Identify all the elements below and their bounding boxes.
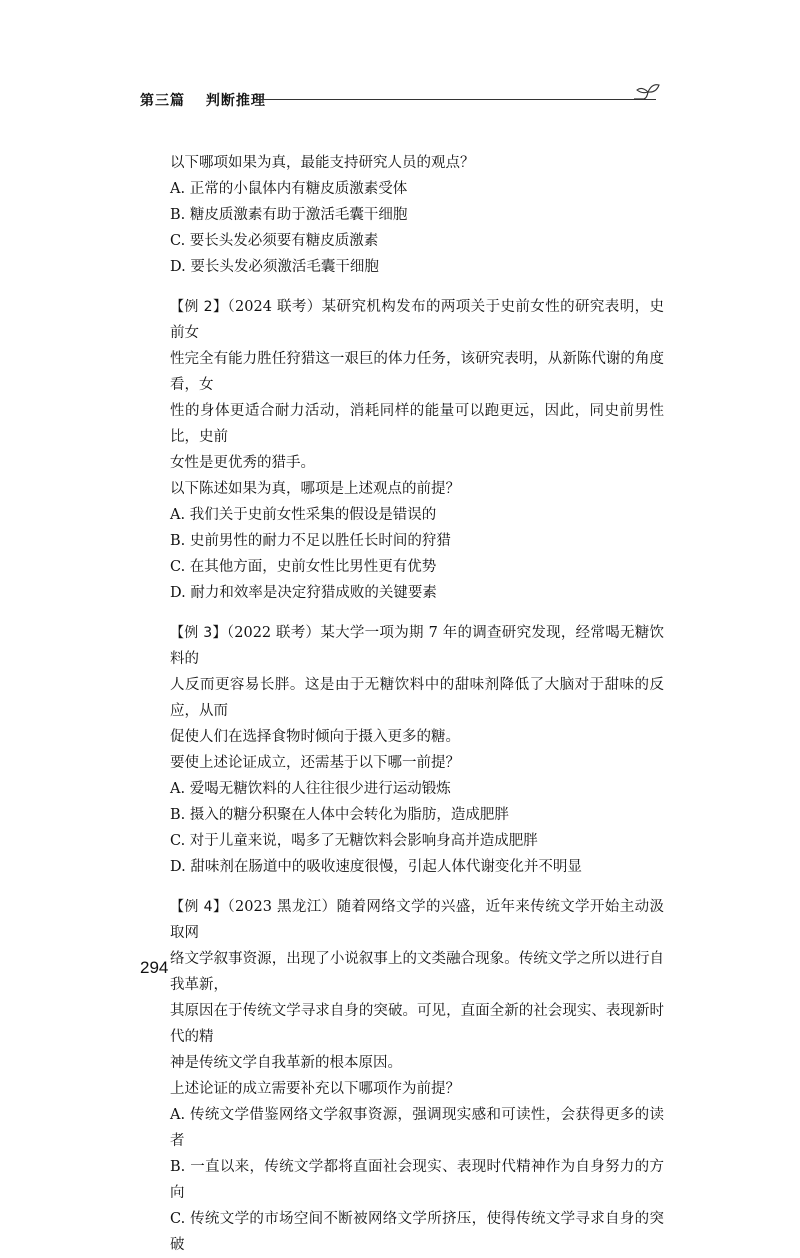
example-source: （2024 联考）: [227, 299, 322, 315]
option-b: B. 摄入的糖分积聚在人体中会转化为脂肪，造成肥胖: [170, 807, 509, 823]
option-c: C. 要长头发必须要有糖皮质激素: [170, 233, 379, 249]
example-tag: 【例 4】: [170, 899, 228, 915]
example-2: [140, 294, 664, 606]
question-block-previous: [140, 150, 664, 280]
sprout-icon: [632, 80, 662, 108]
example-stem: [140, 894, 664, 1076]
option-a: A. 传统文学借鉴网络文学叙事资源，强调现实感和可读性，会获得更多的读者: [170, 1107, 664, 1149]
stem-line: 性完全有能力胜任狩猎这一艰巨的体力任务，该研究表明，从新陈代谢的角度看，女: [170, 351, 664, 393]
section-title: 第三篇 判断推理: [140, 93, 266, 109]
option-d: D. 耐力和效率是决定狩猎成败的关键要素: [170, 585, 437, 601]
question-text: 上述论证的成立需要补充以下哪项作为前提？: [170, 1081, 460, 1097]
stem-line: 女性是更优秀的猎手。: [170, 455, 315, 471]
stem-line: 人反而更容易长胖。这是由于无糖饮料中的甜味剂降低了大脑对于甜味的反应，从而: [170, 677, 664, 719]
stem-line: 络文学叙事资源，出现了小说叙事上的文类融合现象。传统文学之所以进行自我革新，: [170, 951, 664, 993]
header-rule: [258, 99, 656, 100]
option-b: B. 史前男性的耐力不足以胜任长时间的狩猎: [170, 533, 451, 549]
option-a: A. 正常的小鼠体内有糖皮质激素受体: [170, 181, 408, 197]
example-4: [140, 894, 664, 1258]
example-source: （2023 黑龙江）: [227, 899, 337, 915]
example-tag: 【例 2】: [170, 299, 228, 315]
question-text: 要使上述论证成立，还需基于以下哪一前提？: [170, 755, 460, 771]
option-d: D. 要长头发必须激活毛囊干细胞: [170, 259, 379, 275]
page-header: [140, 84, 664, 112]
page-content: [140, 150, 664, 1258]
stem-line: 促使人们在选择食物时倾向于摄入更多的糖。: [170, 729, 460, 745]
stem-line: 性的身体更适合耐力活动，消耗同样的能量可以跑更远，因此，同史前男性比，史前: [170, 403, 664, 445]
page-number: 294: [140, 958, 169, 977]
option-a: A. 爱喝无糖饮料的人往往很少进行运动锻炼: [170, 781, 451, 797]
option-b: B. 一直以来，传统文学都将直面社会现实、表现时代精神作为自身努力的方向: [170, 1159, 664, 1201]
question-text: 以下哪项如果为真，最能支持研究人员的观点？: [170, 155, 475, 171]
option-d: D. 甜味剂在肠道中的吸收速度很慢，引起人体代谢变化并不明显: [170, 859, 582, 875]
question-text: 以下陈述如果为真，哪项是上述观点的前提？: [170, 481, 460, 497]
example-source: （2022 联考）: [226, 625, 321, 641]
stem-line: 某大学一项为期 7 年的调查研究发现，经常喝无糖饮料的: [170, 625, 665, 667]
option-c: C. 对于儿童来说，喝多了无糖饮料会影响身高并造成肥胖: [170, 833, 538, 849]
example-stem: [140, 620, 664, 750]
option-c: C. 传统文学的市场空间不断被网络文学所挤压，使得传统文学寻求自身的突破: [170, 1211, 664, 1253]
example-tag: 【例 3】: [170, 625, 227, 641]
option-b: B. 糖皮质激素有助于激活毛囊干细胞: [170, 207, 408, 223]
option-c: C. 在其他方面，史前女性比男性更有优势: [170, 559, 437, 575]
stem-line: 其原因在于传统文学寻求自身的突破。可见，直面全新的社会现实、表现新时代的精: [170, 1003, 664, 1045]
example-stem: [140, 294, 664, 476]
stem-line: 神是传统文学自我革新的根本原因。: [170, 1055, 402, 1071]
stem-line: 随着网络文学的兴盛，近年来传统文学开始主动汲取网: [170, 899, 665, 941]
stem-line: 某研究机构发布的两项关于史前女性的研究表明，史前女: [170, 299, 665, 341]
example-3: [140, 620, 664, 880]
option-a: A. 我们关于史前女性采集的假设是错误的: [170, 507, 437, 523]
